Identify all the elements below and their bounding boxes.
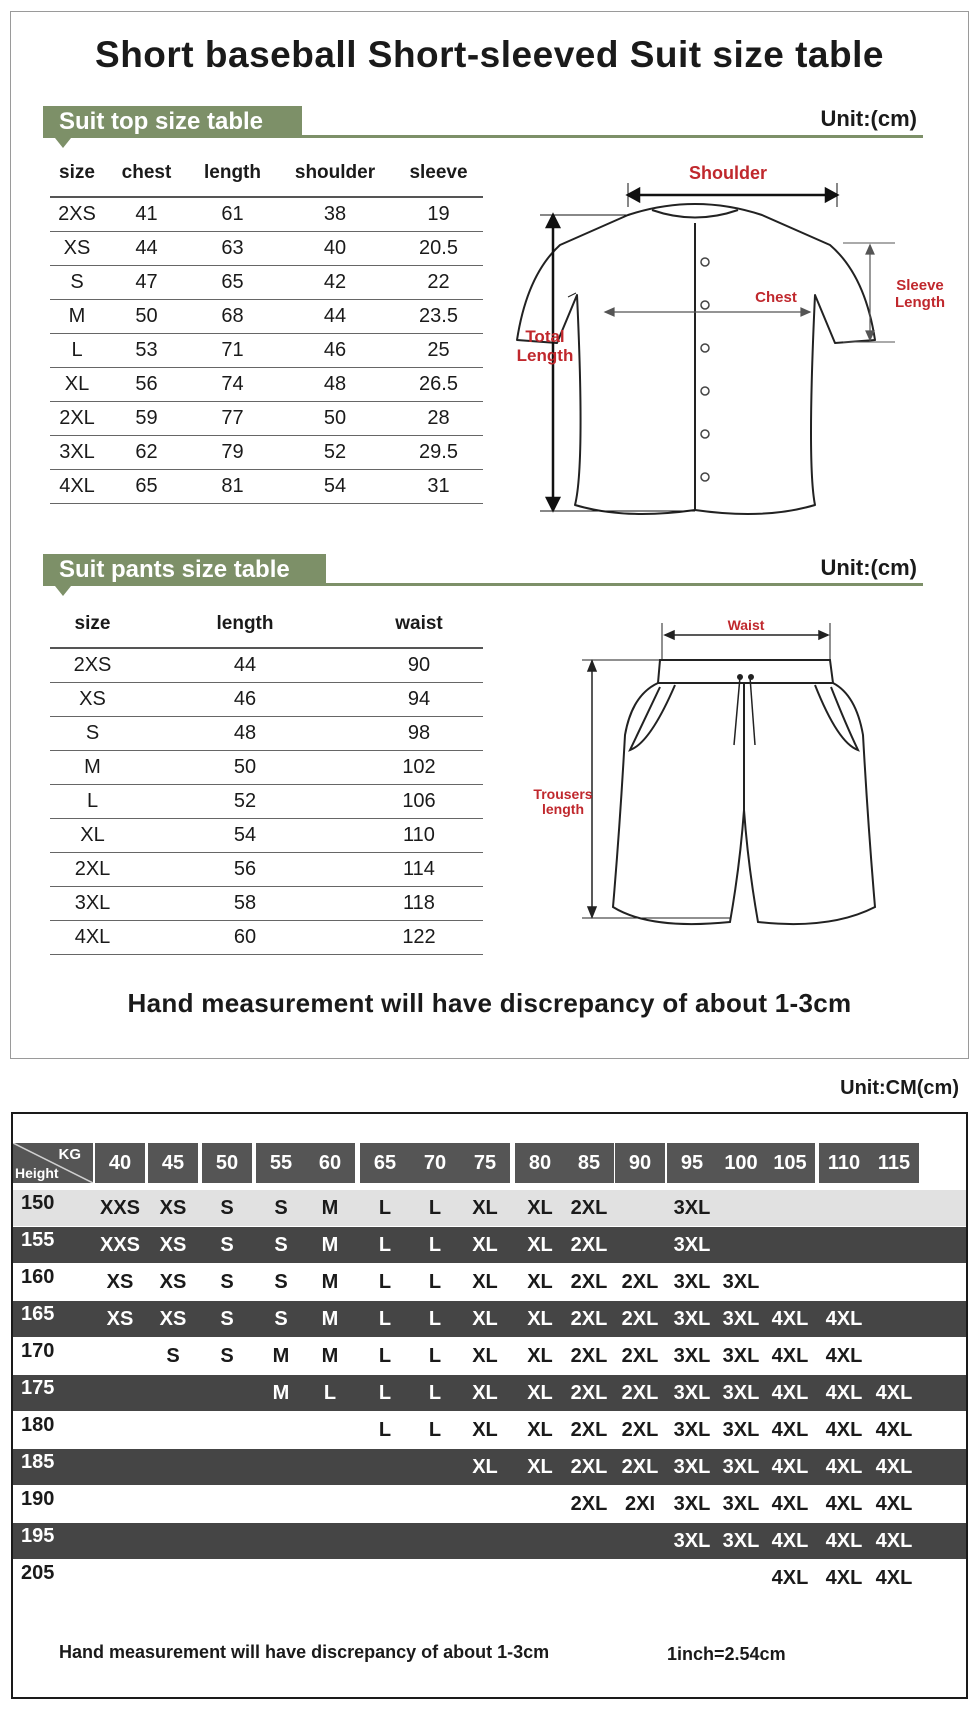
top-size-cell: 65	[104, 469, 189, 503]
pants-col-header: length	[135, 600, 355, 648]
pants-size-cell: XL	[50, 818, 135, 852]
pants-size-cell: 48	[135, 716, 355, 750]
height-row	[13, 1412, 968, 1448]
pants-size-cell: 90	[355, 648, 483, 682]
height-label: 185	[21, 1451, 55, 1473]
size-cell: 4XL	[875, 1382, 913, 1404]
size-cell: L	[378, 1234, 392, 1256]
size-cell: 2XL	[621, 1456, 659, 1478]
measurement-note: Hand measurement will have discrepancy of about 1-3cm	[127, 988, 852, 1018]
trousers-length-label	[523, 787, 603, 818]
top-size-cell: 20.5	[394, 231, 483, 265]
height-label: 170	[21, 1340, 55, 1362]
size-cell: S	[274, 1308, 288, 1330]
weight-header-cell: 60	[305, 1143, 355, 1183]
size-cell: 4XL	[875, 1567, 913, 1589]
height-label: 205	[21, 1562, 55, 1584]
corner-height-label: Height	[15, 1165, 59, 1181]
size-cell: XL	[527, 1271, 553, 1293]
size-cell: XS	[159, 1308, 187, 1330]
top-col-header: chest	[104, 149, 189, 197]
inch-conversion: 1inch=2.54cm	[667, 1644, 786, 1664]
height-row	[13, 1338, 968, 1374]
size-cell: 3XL	[673, 1197, 711, 1219]
total-label-line1: Total	[525, 327, 565, 346]
size-cell: L	[378, 1308, 392, 1330]
height-label: 195	[21, 1525, 55, 1547]
pants-size-cell: 54	[135, 818, 355, 852]
height-weight-size-chart	[11, 1112, 968, 1699]
top-size-cell: L	[50, 333, 104, 367]
pants-unit-label: Unit:(cm)	[820, 555, 917, 580]
height-row	[13, 1486, 968, 1522]
pants-size-cell: 44	[135, 648, 355, 682]
top-unit-label: Unit:(cm)	[820, 106, 917, 131]
weight-header-cell: 95	[667, 1143, 717, 1183]
size-cell: XXS	[99, 1234, 141, 1256]
total-length-label	[500, 328, 590, 365]
top-size-cell: 40	[276, 231, 394, 265]
size-cell: L	[323, 1382, 337, 1404]
size-cell: 2XL	[570, 1308, 608, 1330]
chart-unit-label: Unit:CM(cm)	[840, 1077, 959, 1099]
pants-size-cell: S	[50, 716, 135, 750]
size-cell: XL	[472, 1382, 498, 1404]
pants-size-cell: L	[50, 784, 135, 818]
top-size-cell: 42	[276, 265, 394, 299]
size-cell: 4XL	[875, 1530, 913, 1552]
size-cell: XL	[527, 1345, 553, 1367]
size-cell: 3XL	[673, 1493, 711, 1515]
top-size-cell: 19	[394, 197, 483, 231]
chart-measurement-note: Hand measurement will have discrepancy of about 1-3cm	[59, 1642, 550, 1662]
size-cell: 3XL	[673, 1308, 711, 1330]
pants-col-header: waist	[355, 600, 483, 648]
page-title: Short baseball Short-sleeved Suit size table	[95, 34, 884, 75]
height-label: 175	[21, 1377, 55, 1399]
top-size-row	[50, 299, 483, 333]
pants-col-header: size	[50, 600, 135, 648]
top-size-row	[50, 197, 483, 231]
size-cell: 4XL	[825, 1345, 863, 1367]
size-cell: L	[428, 1234, 442, 1256]
pants-size-cell: 3XL	[50, 886, 135, 920]
top-size-row	[50, 231, 483, 265]
weight-header-cell: 55	[256, 1143, 306, 1183]
top-size-cell: 65	[189, 265, 276, 299]
weight-header-cell: 105	[765, 1143, 815, 1183]
sleeve-length-label	[880, 278, 960, 311]
size-cell: 4XL	[771, 1530, 809, 1552]
size-cell: L	[428, 1308, 442, 1330]
shoulder-label: Shoulder	[688, 163, 767, 183]
size-cell: XL	[527, 1456, 553, 1478]
size-cell: 3XL	[722, 1308, 760, 1330]
top-size-row	[50, 265, 483, 299]
size-cell: 3XL	[673, 1382, 711, 1404]
top-size-cell: 28	[394, 401, 483, 435]
top-size-cell: 31	[394, 469, 483, 503]
size-cell: S	[274, 1234, 288, 1256]
top-size-cell: 4XL	[50, 469, 104, 503]
size-cell: 4XL	[825, 1493, 863, 1515]
top-size-cell: S	[50, 265, 104, 299]
top-col-header: length	[189, 149, 276, 197]
top-size-cell: 81	[189, 469, 276, 503]
pants-size-cell: 106	[355, 784, 483, 818]
size-cell: L	[378, 1345, 392, 1367]
top-size-cell: 53	[104, 333, 189, 367]
top-size-cell: 22	[394, 265, 483, 299]
height-row	[13, 1560, 968, 1596]
weight-header-cell: 45	[148, 1143, 198, 1183]
size-cell: M	[321, 1234, 339, 1256]
top-size-cell: 29.5	[394, 435, 483, 469]
size-cell: XL	[472, 1234, 498, 1256]
size-cell: 4XL	[771, 1456, 809, 1478]
pants-size-cell: 122	[355, 920, 483, 954]
size-cell: 2XL	[570, 1456, 608, 1478]
height-label: 180	[21, 1414, 55, 1436]
size-cell: XS	[106, 1271, 134, 1293]
size-cell: 3XL	[722, 1456, 760, 1478]
height-label: 155	[21, 1229, 55, 1251]
height-row	[13, 1449, 968, 1485]
height-row	[13, 1375, 968, 1411]
waist-label: Waist	[727, 617, 765, 633]
top-size-cell: 68	[189, 299, 276, 333]
size-cell: XL	[527, 1308, 553, 1330]
size-cell: 2XL	[570, 1493, 608, 1515]
top-size-cell: M	[50, 299, 104, 333]
size-cell: 2XI	[624, 1493, 656, 1515]
size-cell: M	[272, 1382, 290, 1404]
size-cell: XL	[527, 1234, 553, 1256]
size-cell: 3XL	[673, 1419, 711, 1441]
top-size-section-tag: Suit top size table	[43, 106, 302, 138]
pants-section-rule	[43, 583, 923, 586]
top-size-cell: 63	[189, 231, 276, 265]
size-cell: 4XL	[825, 1456, 863, 1478]
top-size-cell: XS	[50, 231, 104, 265]
pants-size-cell: 2XL	[50, 852, 135, 886]
pants-size-row	[50, 852, 483, 886]
top-size-cell: 26.5	[394, 367, 483, 401]
size-cell: XL	[527, 1419, 553, 1441]
top-size-cell: 74	[189, 367, 276, 401]
height-label: 165	[21, 1303, 55, 1325]
top-size-cell: 44	[104, 231, 189, 265]
weight-header-cell: 40	[95, 1143, 145, 1183]
size-cell: 4XL	[825, 1530, 863, 1552]
size-cell: 3XL	[722, 1345, 760, 1367]
top-size-cell: 41	[104, 197, 189, 231]
pants-size-cell: 98	[355, 716, 483, 750]
top-size-cell: 59	[104, 401, 189, 435]
size-cell: 4XL	[875, 1419, 913, 1441]
size-cell: L	[428, 1382, 442, 1404]
top-size-cell: 71	[189, 333, 276, 367]
size-cell: XL	[472, 1271, 498, 1293]
top-col-header: sleeve	[394, 149, 483, 197]
top-size-row	[50, 333, 483, 367]
corner-header	[13, 1143, 93, 1183]
top-size-cell: 50	[276, 401, 394, 435]
pants-size-row	[50, 716, 483, 750]
size-cell: 3XL	[722, 1530, 760, 1552]
size-cell: 2XL	[621, 1308, 659, 1330]
corner-kg-label: KG	[58, 1146, 81, 1163]
top-size-cell: 23.5	[394, 299, 483, 333]
size-cell: L	[428, 1419, 442, 1441]
top-size-cell: 54	[276, 469, 394, 503]
size-cell: L	[428, 1197, 442, 1219]
top-col-header: size	[50, 149, 104, 197]
size-cell: L	[378, 1419, 392, 1441]
pants-size-row	[50, 920, 483, 954]
shorts-diagram	[530, 615, 910, 935]
weight-header-cell: 110	[819, 1143, 869, 1183]
size-cell: 2XL	[621, 1345, 659, 1367]
top-size-cell: 44	[276, 299, 394, 333]
size-cell: 4XL	[771, 1345, 809, 1367]
top-size-cell: 46	[276, 333, 394, 367]
size-cell: S	[220, 1271, 234, 1293]
pants-size-cell: 4XL	[50, 920, 135, 954]
size-cell: XS	[106, 1308, 134, 1330]
top-size-cell: 50	[104, 299, 189, 333]
size-cell: M	[321, 1271, 339, 1293]
size-cell: 4XL	[771, 1419, 809, 1441]
pants-size-row	[50, 750, 483, 784]
top-size-row	[50, 401, 483, 435]
size-cell: XXS	[99, 1197, 141, 1219]
size-cell: 3XL	[722, 1271, 760, 1293]
size-cell: 2XL	[621, 1419, 659, 1441]
pants-size-cell: 102	[355, 750, 483, 784]
top-size-cell: 25	[394, 333, 483, 367]
size-cell: 3XL	[673, 1271, 711, 1293]
size-cell: XL	[472, 1456, 498, 1478]
size-cell: 2XL	[570, 1345, 608, 1367]
top-size-cell: 79	[189, 435, 276, 469]
size-cell: 2XL	[570, 1382, 608, 1404]
chest-label: Chest	[755, 289, 797, 306]
pants-size-cell: 114	[355, 852, 483, 886]
pants-size-row	[50, 784, 483, 818]
pants-size-cell: 58	[135, 886, 355, 920]
size-cell: 2XL	[570, 1419, 608, 1441]
weight-header-cell: 90	[615, 1143, 665, 1183]
size-cell: XL	[527, 1197, 553, 1219]
size-cell: 3XL	[673, 1530, 711, 1552]
size-cell: M	[272, 1345, 290, 1367]
size-cell: 4XL	[825, 1419, 863, 1441]
weight-header-cell: 85	[564, 1143, 614, 1183]
top-size-cell: 2XL	[50, 401, 104, 435]
pants-size-cell: 46	[135, 682, 355, 716]
pants-size-row	[50, 682, 483, 716]
size-cell: 3XL	[722, 1493, 760, 1515]
size-cell: S	[166, 1345, 180, 1367]
size-cell: 4XL	[825, 1308, 863, 1330]
trousers-label-line2: length	[542, 801, 584, 818]
size-cell: 4XL	[771, 1382, 809, 1404]
pants-size-cell: 118	[355, 886, 483, 920]
pants-size-row	[50, 648, 483, 682]
pants-size-cell: 56	[135, 852, 355, 886]
size-cell: 2XL	[621, 1271, 659, 1293]
height-row	[13, 1264, 968, 1300]
pants-size-cell: M	[50, 750, 135, 784]
weight-header-cell: 65	[360, 1143, 410, 1183]
height-label: 160	[21, 1266, 55, 1288]
pants-size-table	[50, 600, 483, 955]
weight-header-cell: 115	[869, 1143, 919, 1183]
size-cell: 3XL	[673, 1234, 711, 1256]
size-cell: 4XL	[875, 1493, 913, 1515]
pants-size-row	[50, 818, 483, 852]
top-size-cell: 2XS	[50, 197, 104, 231]
size-cell: L	[428, 1271, 442, 1293]
top-size-cell: 56	[104, 367, 189, 401]
size-cell: 3XL	[722, 1419, 760, 1441]
pants-size-cell: 2XS	[50, 648, 135, 682]
size-cell: S	[220, 1308, 234, 1330]
top-size-cell: 77	[189, 401, 276, 435]
size-cell: XS	[159, 1197, 187, 1219]
height-row	[13, 1301, 968, 1337]
size-cell: XL	[527, 1382, 553, 1404]
size-cell: 4XL	[771, 1567, 809, 1589]
top-section-rule	[43, 135, 923, 138]
size-cell: XS	[159, 1271, 187, 1293]
pants-size-cell: 50	[135, 750, 355, 784]
size-cell: 2XL	[570, 1197, 608, 1219]
weight-header-cell: 100	[716, 1143, 766, 1183]
pants-size-row	[50, 886, 483, 920]
size-cell: M	[321, 1345, 339, 1367]
size-cell: 4XL	[825, 1567, 863, 1589]
size-cell: L	[378, 1197, 392, 1219]
size-cell: XL	[472, 1197, 498, 1219]
size-cell: 3XL	[722, 1382, 760, 1404]
pants-size-cell: 60	[135, 920, 355, 954]
size-cell: L	[378, 1382, 392, 1404]
size-cell: 4XL	[771, 1493, 809, 1515]
size-cell: S	[220, 1345, 234, 1367]
pants-size-cell: 110	[355, 818, 483, 852]
size-cell: XL	[472, 1308, 498, 1330]
size-cell: 2XL	[621, 1382, 659, 1404]
top-size-cell: 38	[276, 197, 394, 231]
top-size-cell: 61	[189, 197, 276, 231]
top-size-row	[50, 435, 483, 469]
pants-size-cell: 94	[355, 682, 483, 716]
size-cell: XS	[159, 1234, 187, 1256]
height-label: 190	[21, 1488, 55, 1510]
pants-size-section-tag: Suit pants size table	[43, 554, 326, 586]
size-cell: 2XL	[570, 1271, 608, 1293]
weight-header-cell: 75	[460, 1143, 510, 1183]
top-size-cell: 3XL	[50, 435, 104, 469]
size-cell: 3XL	[673, 1456, 711, 1478]
size-cell: S	[274, 1271, 288, 1293]
top-size-cell: 48	[276, 367, 394, 401]
pants-size-cell: XS	[50, 682, 135, 716]
height-label: 150	[21, 1192, 55, 1214]
top-size-row	[50, 367, 483, 401]
total-label-line2: Length	[516, 345, 574, 365]
trousers-label-line1: Trousers	[533, 786, 593, 802]
size-cell: 3XL	[673, 1345, 711, 1367]
pants-size-cell: 52	[135, 784, 355, 818]
weight-header-cell: 70	[410, 1143, 460, 1183]
size-cell: S	[274, 1197, 288, 1219]
top-size-cell: 47	[104, 265, 189, 299]
size-cell: 4XL	[825, 1382, 863, 1404]
size-cell: S	[220, 1197, 234, 1219]
sleeve-label-line1: Sleeve	[896, 277, 944, 294]
height-row	[13, 1523, 968, 1559]
size-cell: L	[378, 1271, 392, 1293]
size-cell: 4XL	[875, 1456, 913, 1478]
height-row	[13, 1190, 968, 1226]
top-size-cell: 62	[104, 435, 189, 469]
size-cell: 2XL	[570, 1234, 608, 1256]
size-cell: M	[321, 1308, 339, 1330]
top-size-row	[50, 469, 483, 503]
weight-header-cell: 50	[202, 1143, 252, 1183]
top-size-cell: 52	[276, 435, 394, 469]
size-cell: S	[220, 1234, 234, 1256]
top-size-table	[50, 149, 483, 504]
size-cell: XL	[472, 1345, 498, 1367]
size-cell: 4XL	[771, 1308, 809, 1330]
weight-header-cell: 80	[515, 1143, 565, 1183]
size-cell: XL	[472, 1419, 498, 1441]
height-row	[13, 1227, 968, 1263]
size-cell: M	[321, 1197, 339, 1219]
top-col-header: shoulder	[276, 149, 394, 197]
size-cell: L	[428, 1345, 442, 1367]
top-size-cell: XL	[50, 367, 104, 401]
sleeve-label-line2: Length	[895, 293, 945, 311]
